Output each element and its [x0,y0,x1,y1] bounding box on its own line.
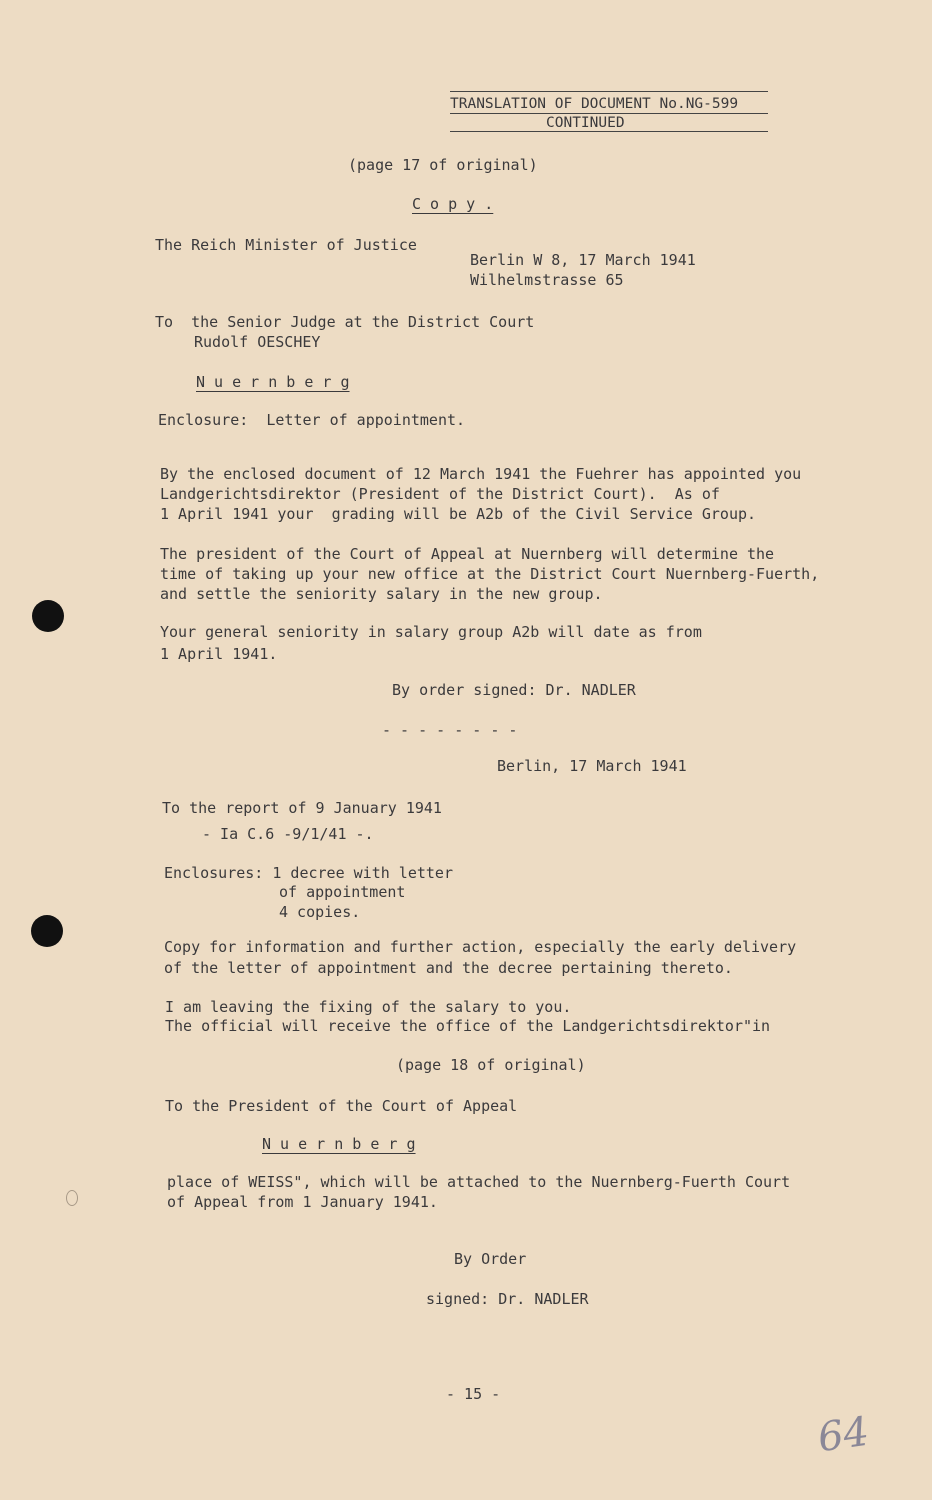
header-rule-bottom [450,131,768,132]
report-reference: - Ia C.6 -9/1/41 -. [202,825,374,843]
addressee-name: Rudolf OESCHEY [194,333,321,351]
paragraph-1-line: By the enclosed document of 12 March 1941 the Fuehrer has appointed you [160,465,802,483]
page-number: - 15 - [446,1385,501,1403]
paragraph-2-line: time of taking up your new office at the District Court Nuernberg-Fuerth, [160,565,820,583]
enclosures-2-line2: of appointment [279,883,406,901]
punch-hole-top [32,600,64,632]
enclosures-2-line3: 4 copies. [279,903,361,921]
paragraph-2-line: and settle the seniority salary in the new group. [160,585,603,603]
header-rule-top [450,91,768,92]
enclosures-2-line1: Enclosures: 1 decree with letter [164,864,453,882]
by-order: By Order [454,1250,527,1268]
page-marker-18: (page 18 of original) [396,1056,586,1074]
copy-label: C o p y . [412,195,494,213]
page-marker-17: (page 17 of original) [348,156,538,174]
separator-dashes: - - - - - - - - [382,721,518,739]
place-date-line2: Wilhelmstrasse 65 [470,271,624,289]
punch-hole-bottom [31,915,63,947]
paper-speck [66,1190,78,1206]
paragraph-4-line: Copy for information and further action, especially the early delivery [164,938,797,956]
paragraph-1-line: Landgerichtsdirektor (President of the District Court). As of [160,485,720,503]
paragraph-5-line: The official will receive the office of the Landgerichtsdirektor"in [165,1017,771,1035]
handwritten-page-number: 64 [815,1408,872,1462]
place-date-line1: Berlin W 8, 17 March 1941 [470,251,696,269]
enclosure: Enclosure: Letter of appointment. [158,411,466,429]
date-2: Berlin, 17 March 1941 [497,757,687,775]
paragraph-2-line: The president of the Court of Appeal at Nuernberg will determine the [160,545,775,563]
paragraph-4-line: of the letter of appointment and the decree pertaining thereto. [164,959,733,977]
paragraph-5-line: I am leaving the fixing of the salary to you. [165,998,572,1016]
header-continued: CONTINUED [546,115,625,131]
paragraph-6-line: place of WEISS", which will be attached to the Nuernberg-Fuerth Court [167,1173,791,1191]
sender: The Reich Minister of Justice [155,236,417,254]
header-title: TRANSLATION OF DOCUMENT No.NG-599 [450,96,739,112]
paragraph-3-line: 1 April 1941. [160,645,278,663]
report-line1: To the report of 9 January 1941 [162,799,442,817]
signature-1: By order signed: Dr. NADLER [392,681,636,699]
addressee-2: To the President of the Court of Appeal [165,1097,518,1115]
addressee-2-city: N u e r n b e r g [262,1135,416,1153]
signature-2: signed: Dr. NADLER [426,1290,589,1308]
paragraph-6-line: of Appeal from 1 January 1941. [167,1193,438,1211]
paragraph-1-line: 1 April 1941 your grading will be A2b of the Civil Service Group. [160,505,757,523]
paragraph-3-line: Your general seniority in salary group A2b will date as from [160,623,702,641]
addressee-line1: To the Senior Judge at the District Court [155,313,535,331]
addressee-city: N u e r n b e r g [196,373,350,391]
